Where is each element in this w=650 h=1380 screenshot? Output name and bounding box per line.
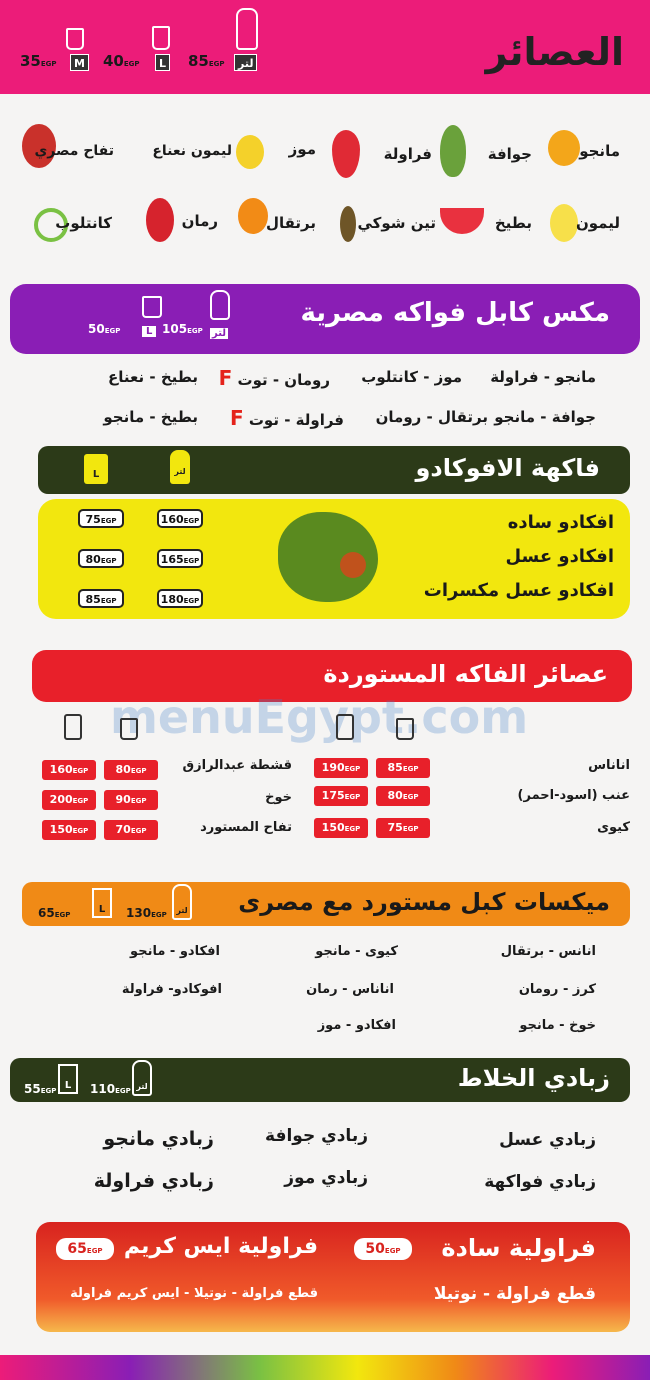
imported-left-3: تفاح المستورد [200, 820, 292, 835]
imported-left-1-a: 80EGP [104, 760, 158, 780]
imported-left-2: خوخ [265, 790, 292, 805]
fruit-lemon-mint: ليمون نعناع [152, 143, 232, 159]
imported-left-3-a: 70EGP [104, 820, 158, 840]
avocado-price-liter-2: 165EGP [157, 549, 203, 568]
strawberry-plain: فراولية سادة [441, 1234, 596, 1262]
mix-cup-icon [142, 296, 162, 318]
fruit-strawberry: فراولة [383, 145, 432, 163]
yogurt-badge-l: L [58, 1064, 78, 1094]
avocado-price-l-3: 85EGP [78, 589, 124, 608]
guava-icon [440, 125, 466, 177]
imported-right-1: اناناس [588, 758, 630, 773]
mix-badge-l: L [142, 326, 156, 337]
avocado-item-3: افكادو عسل مكسرات [423, 580, 614, 601]
imported-right-3: كيوى [597, 820, 630, 835]
mix-imported-1-2: كرز - رومان [518, 982, 596, 997]
fruit-guava: جوافة [487, 145, 532, 163]
cup-icon-2 [396, 718, 414, 740]
mango-icon [548, 130, 580, 166]
badge-liter: لتر [234, 54, 257, 71]
lemon-icon [550, 204, 578, 242]
yogurt-title: زبادي الخلاط [457, 1064, 610, 1092]
mix-line-7: فراولة - توت F [229, 406, 344, 430]
mix-imported-3-1: افكادو - مانجو [130, 944, 220, 959]
page-title: العصائر [485, 30, 624, 74]
price-l: 40EGP [103, 52, 140, 70]
avocado-header-bar [38, 446, 630, 494]
banana-icon [236, 135, 264, 169]
cup-m-icon [66, 28, 84, 50]
yogurt-item-6: زبادي فراولة [93, 1170, 214, 1192]
avocado-pit-icon [340, 552, 366, 578]
yogurt-item-2: زبادي جوافة [265, 1126, 368, 1146]
strawberry-cream-sub: قطع فراولة - نوتيلا - ايس كريم فراولة [70, 1286, 318, 1301]
mix-line-6: برتقال - رومان [375, 408, 488, 426]
avocado-price-l-1: 75EGP [78, 509, 124, 528]
mix-imported-1-1: انانس - برتقال [500, 944, 596, 959]
fruit-lemon: ليمون [575, 214, 620, 232]
mix-line-3: رومان - توت F [218, 366, 330, 390]
yogurt-price-l: 55EGP [24, 1082, 57, 1096]
imported-left-1-b: 160EGP [42, 760, 96, 780]
imported-title: عصائر الفاكه المستوردة [323, 660, 608, 688]
avocado-bottle-icon: لتر [170, 450, 190, 484]
mix-imported-price-l: 65EGP [38, 906, 71, 920]
imported-left-3-b: 150EGP [42, 820, 96, 840]
fruit-pomegranate: رمان [181, 212, 218, 230]
avocado-price-liter-1: 160EGP [157, 509, 203, 528]
imported-right-3-b: 150EGP [314, 818, 368, 838]
mix-imported-badge-l: L [92, 888, 112, 918]
mix-price-liter: 105EGP [162, 322, 203, 336]
imported-right-3-a: 75EGP [376, 818, 430, 838]
fruit-watermelon: بطيخ [494, 214, 532, 232]
mix-imported-3-2: افوكادو- فراولة [121, 982, 222, 997]
strawberry-plain-sub: قطع فراولة - نوتيلا [433, 1284, 596, 1304]
imported-right-2: عنب (اسود-احمر) [517, 788, 630, 803]
watermark: menuEgypt.com [110, 690, 529, 744]
mix-imported-2-3: افكادو - موز [317, 1018, 396, 1033]
cup-icon [120, 718, 138, 740]
cup-l-icon [152, 26, 170, 50]
prickly-pear-icon [340, 206, 356, 242]
mix-header-bar [10, 284, 640, 354]
yogurt-price-liter: 110EGP [90, 1082, 131, 1096]
strawberry-cream-price: 65EGP [56, 1238, 114, 1260]
mix-price-l: 50EGP [88, 322, 121, 336]
yogurt-item-1: زبادي عسل [499, 1130, 596, 1150]
badge-m: M [70, 54, 89, 71]
imported-right-2-b: 175EGP [314, 786, 368, 806]
mix-bottle-icon [210, 290, 230, 320]
mix-imported-title: ميكسات كبل مستورد مع مصرى [238, 888, 610, 916]
price-m: 35EGP [20, 52, 57, 70]
mix-badge-liter: لتر [212, 328, 227, 339]
avocado-item-2: افكادو عسل [505, 546, 614, 567]
mix-imported-2-2: اناناس - رمان [306, 982, 394, 997]
fruit-banana: موز [288, 140, 316, 158]
strawberry-plain-price: 50EGP [354, 1238, 412, 1260]
fruit-egyptian-apple: تفاح مصري [34, 143, 114, 159]
fruit-orange: برتقال [265, 214, 316, 232]
blender-icon-2 [336, 714, 354, 740]
price-liter: 85EGP [188, 52, 225, 70]
strawberry-cream: فراولية ايس كريم [123, 1234, 318, 1259]
mix-imported-2-1: كيوى - مانجو [315, 944, 398, 959]
imported-right-1-a: 85EGP [376, 758, 430, 778]
fruit-mango: مانجو [579, 142, 620, 160]
fruit-cantaloupe: كانتلوب [55, 214, 112, 232]
mix-imported-1-3: خوخ - مانجو [519, 1018, 596, 1033]
imported-left-2-a: 90EGP [104, 790, 158, 810]
watermelon-icon [440, 208, 484, 234]
badge-l: L [155, 54, 170, 71]
yogurt-header-bar [10, 1058, 630, 1102]
imported-right-2-a: 80EGP [376, 786, 430, 806]
imported-left-2-b: 200EGP [42, 790, 96, 810]
mix-line-5: جوافة - مانجو [494, 408, 596, 426]
bottle-icon [236, 8, 258, 50]
mix-title: مكس كابل فواكه مصرية [300, 298, 610, 328]
strawberry-icon [332, 130, 360, 178]
bottom-stripe [0, 1355, 650, 1380]
avocado-price-liter-3: 180EGP [157, 589, 203, 608]
mix-imported-header-bar [22, 882, 630, 926]
mix-imported-price-liter: 130EGP [126, 906, 167, 920]
avocado-item-1: افكادو ساده [507, 512, 614, 533]
yogurt-badge-liter: لتر [132, 1060, 152, 1096]
orange-icon [238, 198, 268, 234]
avocado-cup-icon: L [84, 454, 108, 484]
yogurt-item-5: زبادي موز [284, 1168, 368, 1188]
yogurt-item-4: زبادي فواكهة [484, 1172, 596, 1192]
avocado-price-l-2: 80EGP [78, 549, 124, 568]
avocado-title: فاكهة الافوكادو [415, 454, 600, 482]
fruit-prickly-pear: تين شوكي [357, 214, 436, 232]
yogurt-item-3: زبادي مانجو [103, 1128, 214, 1150]
mix-line-8: بطيخ - مانجو [103, 408, 198, 426]
mix-line-1: مانجو - فراولة [490, 368, 596, 386]
mix-line-4: بطيخ - نعناع [108, 368, 198, 386]
blender-icon [64, 714, 82, 740]
imported-right-1-b: 190EGP [314, 758, 368, 778]
pomegranate-icon [146, 198, 174, 242]
imported-left-1: قشطة عبدالرازق [182, 758, 292, 773]
mix-imported-badge-liter: لتر [172, 884, 192, 920]
mix-line-2: موز - كانتلوب [361, 368, 462, 386]
